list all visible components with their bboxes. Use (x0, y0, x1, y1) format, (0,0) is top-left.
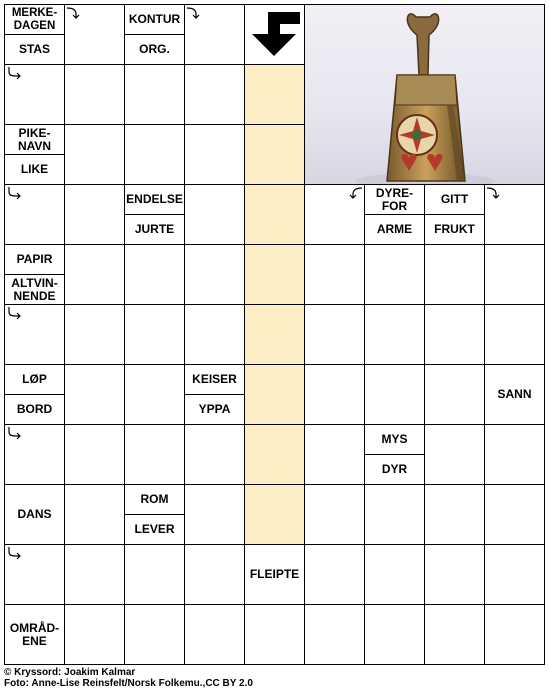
answer-cell[interactable] (364, 364, 425, 425)
answer-cell[interactable] (424, 484, 485, 545)
answer-cell[interactable] (484, 484, 545, 545)
photo (304, 4, 545, 185)
answer-cell[interactable] (184, 184, 245, 245)
answer-cell[interactable] (64, 124, 125, 185)
answer-cell[interactable] (124, 244, 185, 305)
answer-cell[interactable] (124, 304, 185, 365)
answer-cell[interactable] (484, 244, 545, 305)
clue-cell[interactable]: DYRE- FOR (364, 184, 425, 215)
answer-cell[interactable] (184, 484, 245, 545)
clue-cell[interactable]: ALTVIN- NENDE (4, 274, 65, 305)
answer-cell[interactable] (424, 544, 485, 605)
clue-cell[interactable]: KONTUR (124, 4, 185, 35)
photo-credit: Foto: Anne-Lise Reinsfelt/Norsk Folkemu.,CC BY 2.0 (4, 678, 253, 689)
answer-cell[interactable] (304, 304, 365, 365)
corner-arrow-icon (66, 6, 82, 20)
clue-cell[interactable]: ORG. (124, 34, 185, 65)
answer-cell[interactable] (64, 184, 125, 245)
crossword-grid (4, 4, 545, 664)
answer-cell[interactable] (184, 64, 245, 125)
answer-cell[interactable] (124, 364, 185, 425)
answer-cell[interactable] (124, 64, 185, 125)
crossword-credit: © Kryssord: Joakim Kalmar (4, 667, 136, 678)
clue-cell[interactable]: LEVER (124, 514, 185, 545)
clue-cell[interactable]: YPPA (184, 394, 245, 425)
clue-cell[interactable]: BORD (4, 394, 65, 425)
answer-cell[interactable] (64, 64, 125, 125)
answer-cell[interactable] (184, 124, 245, 185)
answer-cell[interactable] (424, 424, 485, 485)
answer-cell[interactable] (304, 244, 365, 305)
clue-cell[interactable]: MYS (364, 424, 425, 455)
corner-arrow-icon (6, 306, 22, 320)
answer-cell[interactable] (304, 604, 365, 665)
solution-cell[interactable] (244, 64, 305, 125)
corner-arrow-icon (6, 426, 22, 440)
answer-cell[interactable] (124, 424, 185, 485)
answer-cell[interactable] (364, 544, 425, 605)
clue-cell[interactable]: PAPIR (4, 244, 65, 275)
solution-cell[interactable] (244, 484, 305, 545)
answer-cell[interactable] (64, 424, 125, 485)
answer-cell[interactable] (184, 304, 245, 365)
answer-cell[interactable] (424, 364, 485, 425)
clue-cell[interactable]: STAS (4, 34, 65, 65)
corner-arrow-icon (186, 6, 202, 20)
solution-cell[interactable] (244, 424, 305, 485)
clue-cell[interactable]: SANN (484, 364, 545, 425)
clue-cell[interactable]: OMRÅD- ENE (4, 604, 65, 665)
answer-cell[interactable] (364, 244, 425, 305)
answer-cell[interactable] (304, 364, 365, 425)
answer-cell[interactable] (184, 424, 245, 485)
answer-cell[interactable] (64, 544, 125, 605)
answer-cell[interactable] (184, 244, 245, 305)
answer-cell[interactable] (124, 544, 185, 605)
solution-cell[interactable] (244, 364, 305, 425)
answer-cell[interactable] (124, 124, 185, 185)
corner-arrow-icon (6, 546, 22, 560)
answer-cell[interactable] (64, 604, 125, 665)
answer-cell[interactable] (184, 604, 245, 665)
answer-cell[interactable] (304, 484, 365, 545)
corner-arrow-icon (6, 186, 22, 200)
clue-cell[interactable]: LIKE (4, 154, 65, 185)
clue-cell[interactable]: FLEIPTE (244, 544, 305, 605)
folk-art-object-image (305, 5, 545, 185)
answer-cell[interactable] (364, 304, 425, 365)
answer-cell[interactable] (184, 544, 245, 605)
answer-cell[interactable] (364, 604, 425, 665)
clue-cell[interactable]: LØP (4, 364, 65, 395)
clue-cell[interactable]: ROM (124, 484, 185, 515)
clue-cell[interactable]: ENDELSE (124, 184, 185, 215)
answer-cell[interactable] (484, 304, 545, 365)
solution-cell[interactable] (244, 244, 305, 305)
solution-cell[interactable] (244, 184, 305, 245)
answer-cell[interactable] (304, 544, 365, 605)
clue-cell[interactable]: PIKE- NAVN (4, 124, 65, 155)
clue-cell[interactable]: KEISER (184, 364, 245, 395)
answer-cell[interactable] (424, 244, 485, 305)
answer-cell[interactable] (244, 604, 305, 665)
clue-cell[interactable]: DANS (4, 484, 65, 545)
corner-arrow-icon (6, 66, 22, 80)
credits (4, 667, 253, 689)
answer-cell[interactable] (424, 604, 485, 665)
answer-cell[interactable] (124, 604, 185, 665)
answer-cell[interactable] (364, 484, 425, 545)
answer-cell[interactable] (64, 304, 125, 365)
answer-cell[interactable] (64, 244, 125, 305)
solution-cell[interactable] (244, 124, 305, 185)
clue-cell[interactable]: DYR (364, 454, 425, 485)
solution-cell[interactable] (244, 304, 305, 365)
corner-arrow-icon (486, 186, 502, 200)
answer-cell[interactable] (484, 544, 545, 605)
clue-cell[interactable]: MERKE- DAGEN (4, 4, 65, 35)
clue-cell[interactable]: FRUKT (424, 214, 485, 245)
clue-cell[interactable]: ARME (364, 214, 425, 245)
answer-cell[interactable] (64, 484, 125, 545)
solution-arrow-icon (250, 10, 302, 58)
clue-cell[interactable]: GITT (424, 184, 485, 215)
answer-cell[interactable] (64, 364, 125, 425)
answer-cell[interactable] (304, 424, 365, 485)
corner-arrow-icon (347, 186, 363, 200)
answer-cell[interactable] (484, 424, 545, 485)
answer-cell[interactable] (424, 304, 485, 365)
clue-cell[interactable]: JURTE (124, 214, 185, 245)
answer-cell[interactable] (484, 604, 545, 665)
